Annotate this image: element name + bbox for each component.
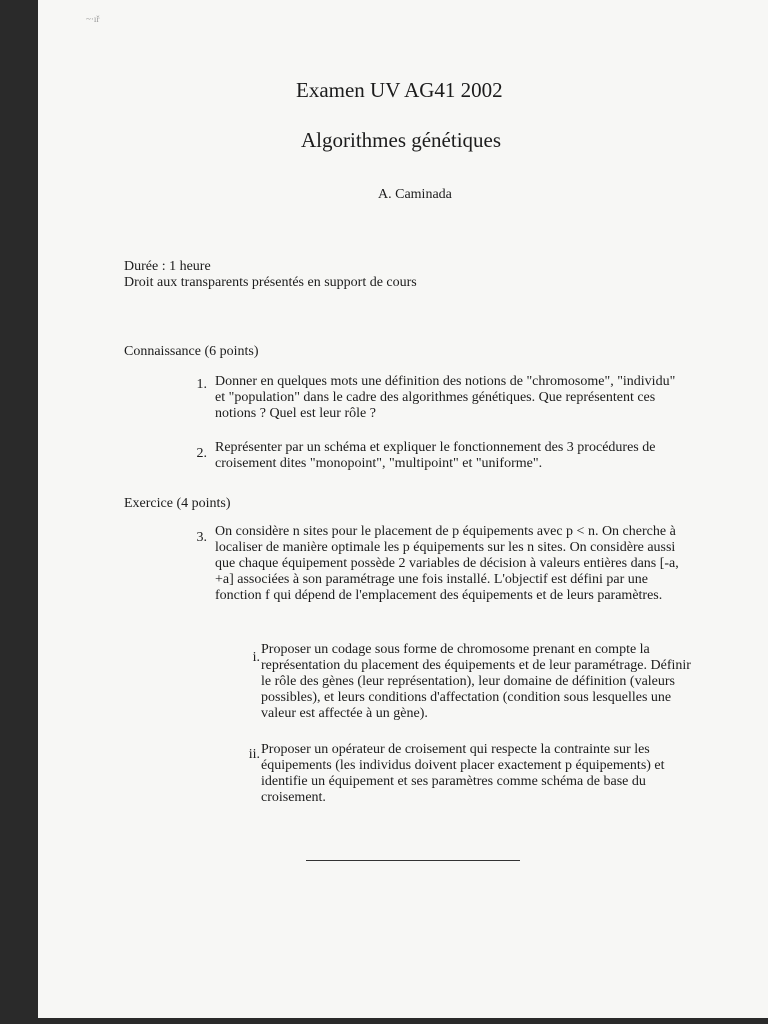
question-1-text: Donner en quelques mots une définition des notions de "chromosome", "individu" et "population" dans le cadre des algorithmes génétiques. Que représentent ces notions ? Quel est leur rôle ? bbox=[215, 374, 676, 421]
subquestion-i-number: i. bbox=[252, 650, 260, 665]
exam-info bbox=[124, 259, 417, 291]
section-exercise: Exercice (4 points) bbox=[124, 496, 231, 511]
question-3-number: 3. bbox=[196, 530, 207, 545]
question-1-number: 1. bbox=[196, 377, 207, 392]
question-2-number: 2. bbox=[196, 446, 207, 461]
scan-mark: ~·ıř bbox=[86, 14, 100, 24]
section-knowledge: Connaissance (6 points) bbox=[124, 344, 259, 359]
duration: Durée : 1 heure bbox=[124, 259, 211, 274]
author: A. Caminada bbox=[378, 187, 452, 202]
end-rule bbox=[306, 860, 520, 861]
question-3-text: On considère n sites pour le placement de p équipements avec p < n. On cherche à localiser de manière optimale les p équipements sur les n sites. On considère aussi que chaque équipement possède 2 variables de décision à valeurs entières dans [-a, +a] associées à son paramétrage une fois installé. L'objectif est défini par une fonction f qui dépend de l'emplacement des équipements et de leurs paramètres. bbox=[215, 524, 679, 603]
subquestion-i-text: Proposer un codage sous forme de chromosome prenant en compte la représentation du placement des équipements et de leur paramétrage. Définir le rôle des gènes (leur représentation), leur domaine de définition (valeurs possibles), et leurs conditions d'affectation (condition sous lesquelles une valeur est affectée à un gène). bbox=[261, 642, 691, 721]
question-2-text: Représenter par un schéma et expliquer le fonctionnement des 3 procédures de croisement dites "monopoint", "multipoint" et "uniforme". bbox=[215, 440, 656, 471]
subquestion-ii-text: Proposer un opérateur de croisement qui respecte la contrainte sur les équipements (les individus doivent placer exactement p équipements) et identifie un équipement et ses paramètres comme schéma de base du croisement. bbox=[261, 742, 665, 805]
allowed-material: Droit aux transparents présentés en support de cours bbox=[124, 275, 417, 290]
exam-subtitle: Algorithmes génétiques bbox=[301, 128, 502, 152]
exam-page bbox=[38, 0, 768, 1018]
exam-title: Examen UV AG41 2002 bbox=[296, 78, 503, 102]
subquestion-ii-number: ii. bbox=[248, 747, 260, 762]
